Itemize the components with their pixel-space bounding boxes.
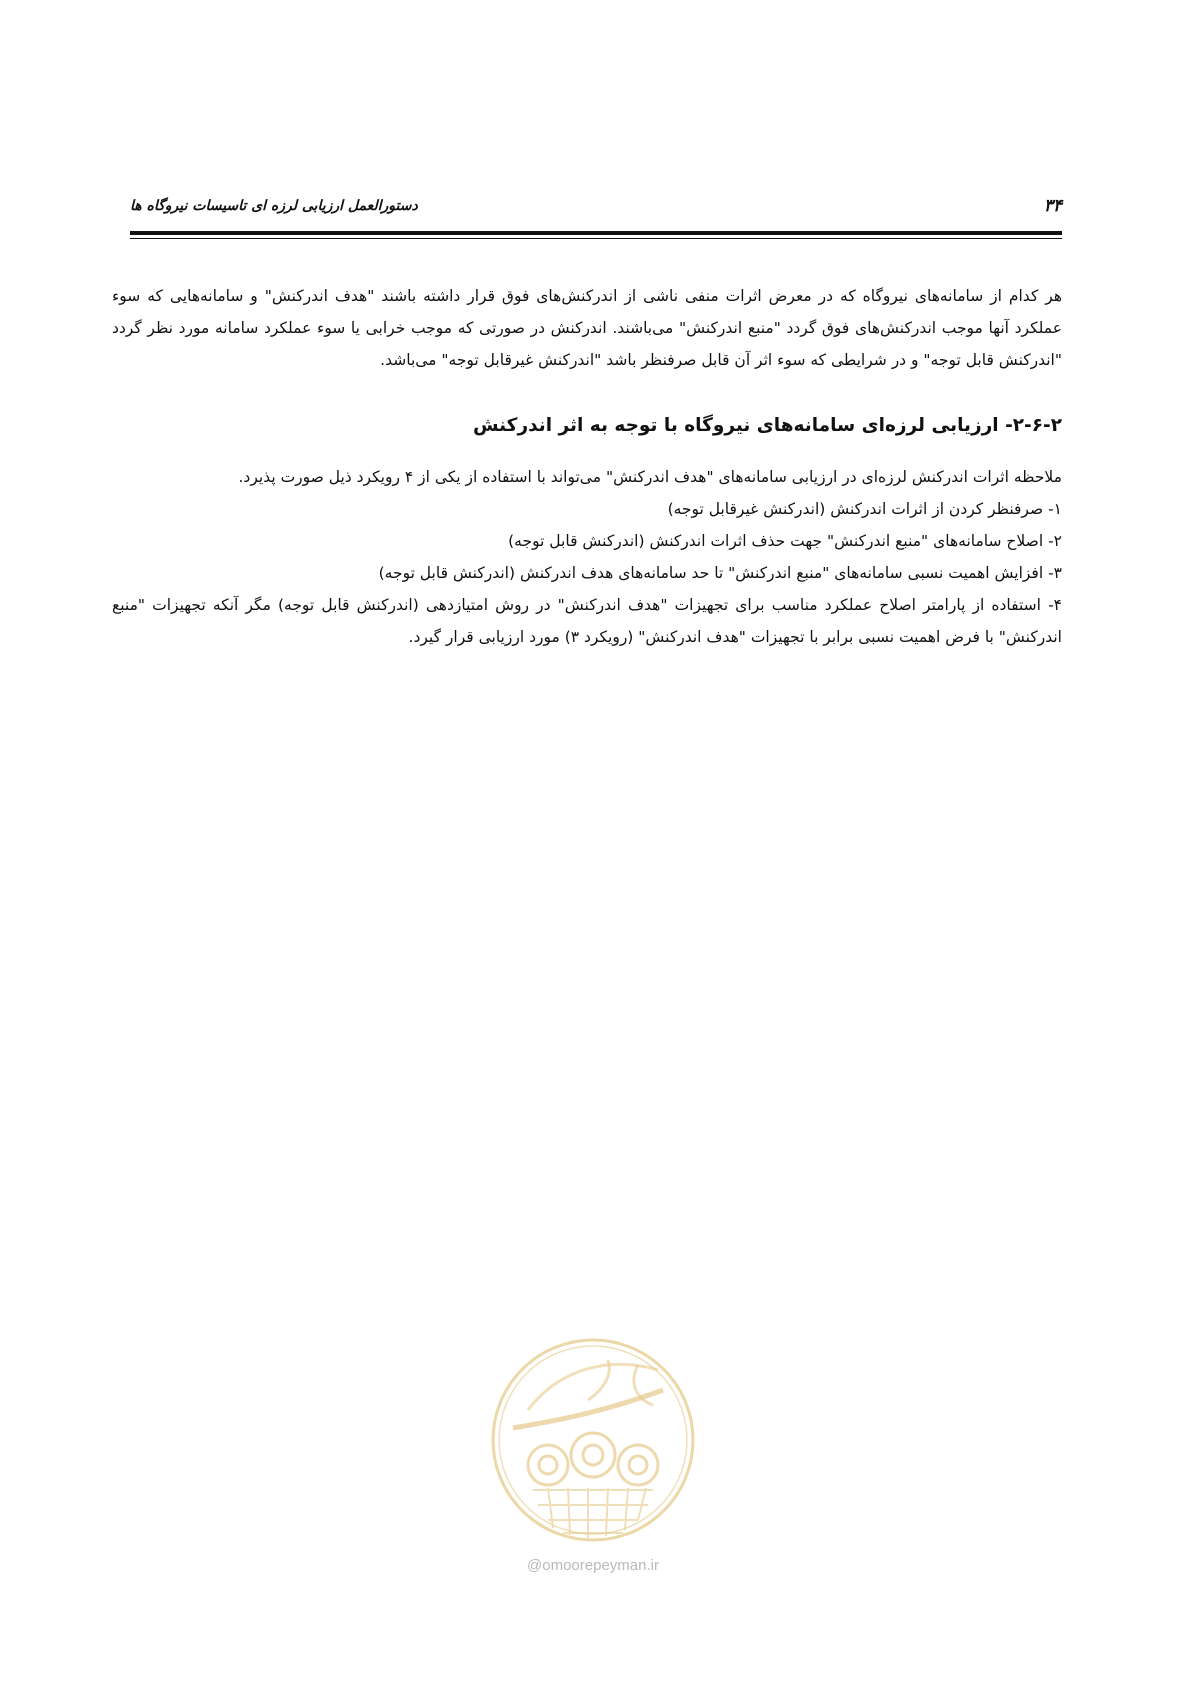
header-rule-thick [130,231,1062,235]
watermark [488,1330,698,1580]
approaches-list [112,493,1062,653]
page-number: ۳۴ [1043,196,1062,216]
watermark-logo-icon [488,1330,698,1550]
header-rule-thin [130,238,1062,239]
list-item: ۳- افزایش اهمیت نسبی سامانه‌های "منبع اندرکنش" تا حد سامانه‌های هدف اندرکنش (اندرکنش قابل توجه) [378,564,1062,582]
list-item: ۲- اصلاح سامانه‌های "منبع اندرکنش" جهت حذف اثرات اندرکنش (اندرکنش قابل توجه) [508,532,1062,550]
section-intro-paragraph: ملاحظه اثرات اندرکنش لرزه‌ای در ارزیابی سامانه‌های "هدف اندرکنش" می‌تواند با استفاده از یکی از ۴ رویکرد ذیل صورت پذیرد. [238,468,1062,486]
watermark-caption: @omoorepeyman.ir [527,1557,659,1574]
list-item: ۴- استفاده از پارامتر اصلاح عملکرد مناسب برای تجهیزات "هدف اندرکنش" در روش امتیازدهی (اندرکنش قابل توجه) مگر آنکه تجهیزات "منبع اندرکنش" با فرض اهمیت نسبی برابر با تجهیزات "هدف اندرکنش" (رویکرد ۳) مورد ارزیابی قرار گیرد. [112,596,1062,646]
list-item: ۱- صرفنظر کردن از اثرات اندرکنش (اندرکنش غیرقابل توجه) [667,500,1062,518]
body-content [112,280,1062,653]
intro-paragraph: هر کدام از سامانه‌های نیروگاه که در معرض اثرات منفی ناشی از اندرکنش‌های فوق قرار داشته باشند "هدف اندرکنش" و سامانه‌هایی که سوء عملکرد آنها موجب اندرکنش‌های فوق گردد "منبع اندرکنش" می‌باشند. اندرکنش در صورتی که موجب خرابی یا سوء عملکرد سامانه مورد نظر گردد "اندرکنش قابل توجه" و در شرایطی که سوء اثر آن قابل صرفنظر باشد "اندرکنش غیرقابل توجه" می‌باشد. [112,287,1062,369]
page-header [130,196,1062,226]
section-heading: ۲-۶-۲- ارزیابی لرزه‌ای سامانه‌های نیروگاه با توجه به اثر اندرکنش [472,415,1062,436]
running-title: دستورالعمل ارزیابی لرزه ای تاسیسات نیروگاه ها [130,198,418,214]
